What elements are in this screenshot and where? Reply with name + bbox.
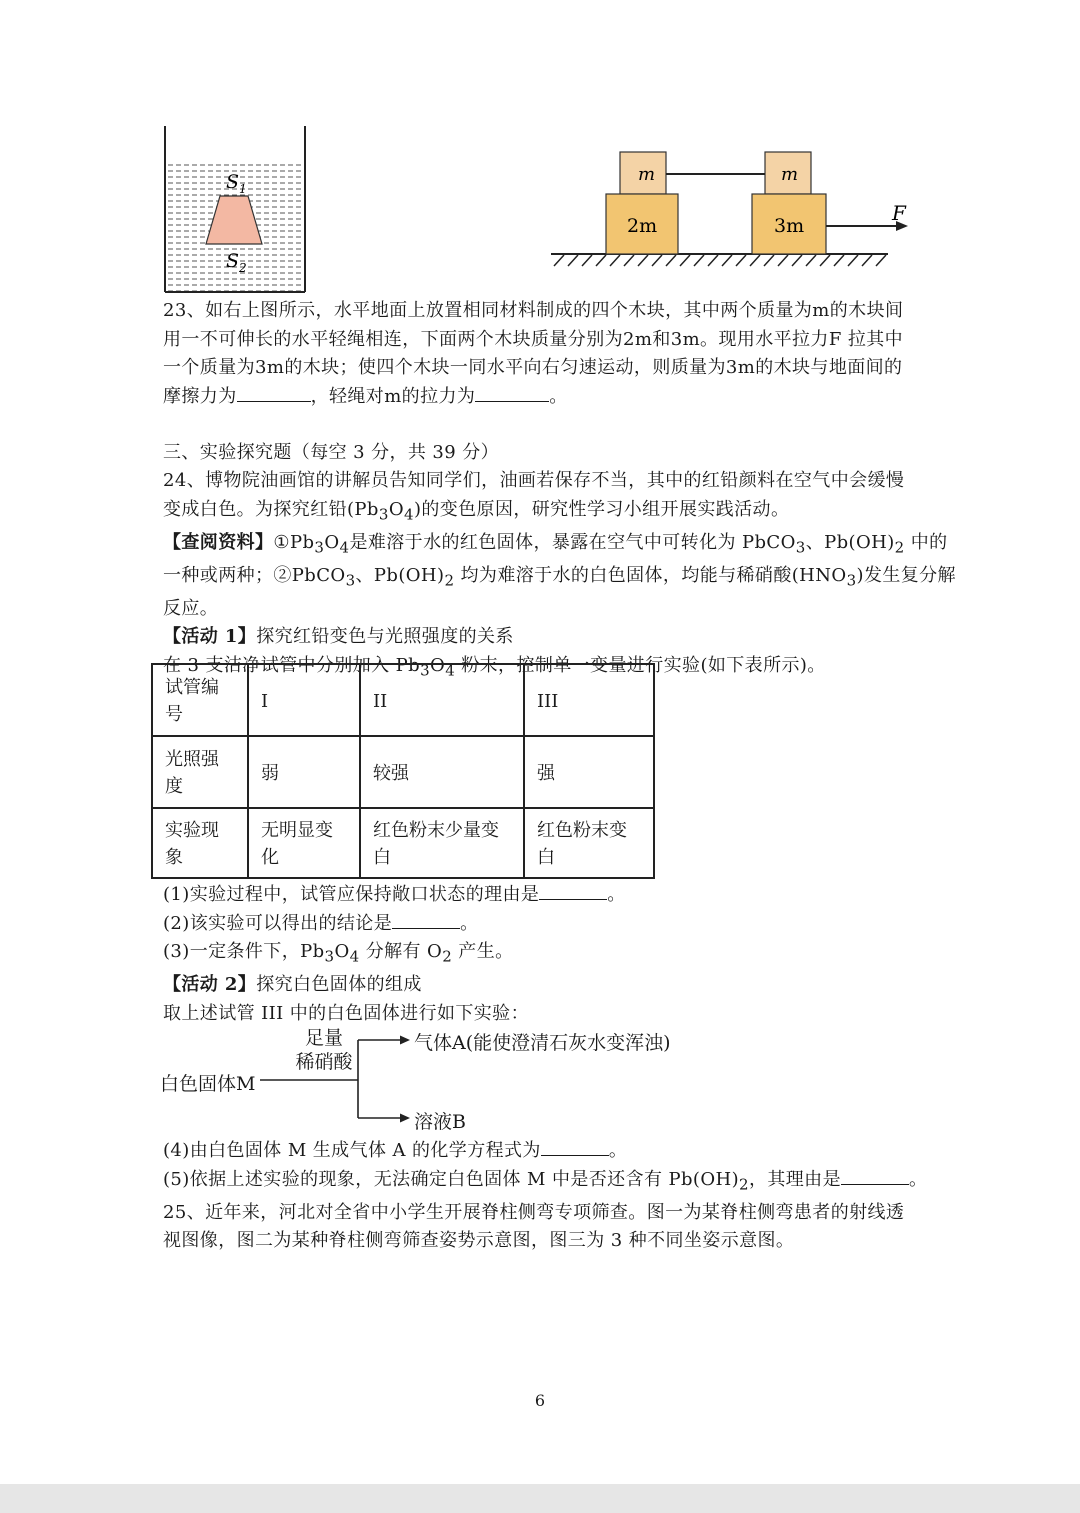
q23-line-2: 用一不可伸长的水平轻绳相连，下面两个木块质量分别为2m和3m。现用水平拉力F 拉其中: [163, 328, 904, 350]
activity-1-description: 在 3 支洁净试管中分别加入 $Pb_3O_4$ 粉末，控制单一变量进行实验(如下表所示)。: [163, 654, 826, 680]
q24-subquestions: [163, 881, 923, 1028]
label-block-bottom-left: 2m: [627, 215, 658, 237]
table-header-cell: 光照强度: [152, 736, 248, 808]
flow-product-gas: 气体A(能使澄清石灰水变浑浊): [414, 1032, 671, 1054]
table-header-cell: 试管编号: [152, 664, 248, 736]
answer-blank-1[interactable]: [539, 883, 607, 900]
table-cell: 弱: [248, 736, 360, 808]
label-block-top-left: m: [638, 164, 656, 185]
table-header-cell: 实验现象: [152, 808, 248, 878]
q24-intro-line-1: 24、博物院油画馆的讲解员告知同学们，油画若保存不当，其中的红铅颜料在空气中会缓慢: [163, 470, 905, 491]
flow-product-solution: 溶液B: [414, 1111, 466, 1133]
table-cell: 无明显变化: [248, 808, 360, 878]
subquestion-3: (3)一定条件下，$Pb_3O_4$ 分解有 $O_2$ 产生。: [163, 941, 514, 966]
label-block-top-right: m: [781, 164, 799, 185]
question-25-line-2: 视图像，图二为某种脊柱侧弯筛查姿势示意图，图三为 3 种不同坐姿示意图。: [163, 1230, 795, 1252]
blocks-figure: [546, 150, 912, 272]
q24-reference-line-1: 【查阅资料】$①Pb_3O_4$是难溶于水的红色固体，暴露在空气中可转化为 PbCO$_3$、$Pb(OH)_2$ 中的: [163, 531, 948, 557]
label-block-bottom-right: 3m: [774, 215, 805, 237]
question-23: [163, 297, 923, 411]
question-24-intro: [163, 467, 956, 685]
subquestion-2: (2)该实验可以得出的结论是 。: [163, 912, 479, 934]
flow-reagent-line-1: 足量: [304, 1027, 343, 1049]
answer-blank-friction[interactable]: [237, 385, 311, 402]
q24-intro-line-2: 变成白色。为探究红铅$(Pb_3O_4)$的变色原因，研究性学习小组开展实践活动。: [163, 498, 790, 524]
label-force: F: [892, 201, 906, 225]
container-figure: [160, 126, 310, 298]
q24-reference-line-3: 反应。: [163, 597, 219, 619]
activity-2-heading: 【活动 2】探究白色固体的组成: [163, 974, 422, 996]
q24-subquestions-4-5: [163, 1137, 928, 1256]
page-number: 6: [534, 1391, 546, 1410]
activity-1-heading: 【活动 1】探究红铅变色与光照强度的关系: [163, 626, 514, 648]
scan-bottom-edge: [0, 1484, 1080, 1513]
table-cell: 强: [524, 736, 654, 808]
table-cell: III: [524, 664, 654, 736]
flow-arrows: [260, 1026, 420, 1138]
subquestion-1: (1)实验过程中，试管应保持敞口状态的理由是 。: [163, 884, 626, 905]
flow-source: 白色固体M: [160, 1073, 256, 1095]
q23-line-3: 一个质量为3m的木块；使四个木块一同水平向右匀速运动，则质量为3m的木块与地面间的: [163, 357, 903, 378]
flow-reagent-line-2: 稀硝酸: [295, 1051, 353, 1073]
answer-blank-5[interactable]: [841, 1168, 909, 1185]
table-cell: II: [360, 664, 524, 736]
label-s1: $S_1$: [226, 171, 247, 196]
table-cell: I: [248, 664, 360, 736]
q23-line-1: 23、如右上图所示，水平地面上放置相同材料制成的四个木块，其中两个质量为m的木块间: [163, 300, 904, 321]
q24-reference-line-2: 一种或两种；②PbCO$_3$、$Pb(OH)_2$ 均为难溶于水的白色固体，均能与稀硝酸$(HNO_3)$发生复分解: [163, 564, 956, 590]
flow-diagram: [160, 1026, 720, 1138]
subquestion-4: (4)由白色固体 M 生成气体 A 的化学方程式为 。: [163, 1140, 628, 1161]
label-s2: $S_2$: [226, 250, 247, 275]
ground-hatch: [554, 255, 886, 266]
experiment-table: [151, 663, 655, 879]
table-row: [152, 664, 654, 736]
q23-line-4: 摩擦力为 ，轻绳对m的拉力为 。: [163, 385, 568, 407]
answer-blank-4[interactable]: [541, 1139, 609, 1156]
subquestion-5: (5)依据上述实验的现象，无法确定白色固体 M 中是否还含有 $Pb(OH)_2$，其理由是 。: [163, 1168, 928, 1194]
table-cell: 较强: [360, 736, 524, 808]
table-row: [152, 808, 654, 878]
question-25-line-1: 25、近年来，河北对全省中小学生开展脊柱侧弯专项筛查。图一为某脊柱侧弯患者的射线透: [163, 1201, 905, 1223]
section-3-title: 三、实验探究题（每空 3 分，共 39 分）: [163, 442, 500, 463]
table-cell: 红色粉末少量变白: [360, 808, 524, 878]
table-row: [152, 736, 654, 808]
table-cell: 红色粉末变白: [524, 808, 654, 878]
answer-blank-2[interactable]: [392, 912, 460, 929]
answer-blank-tension[interactable]: [475, 385, 549, 402]
activity-2-description: 取上述试管 III 中的白色固体进行如下实验：: [163, 1002, 529, 1024]
